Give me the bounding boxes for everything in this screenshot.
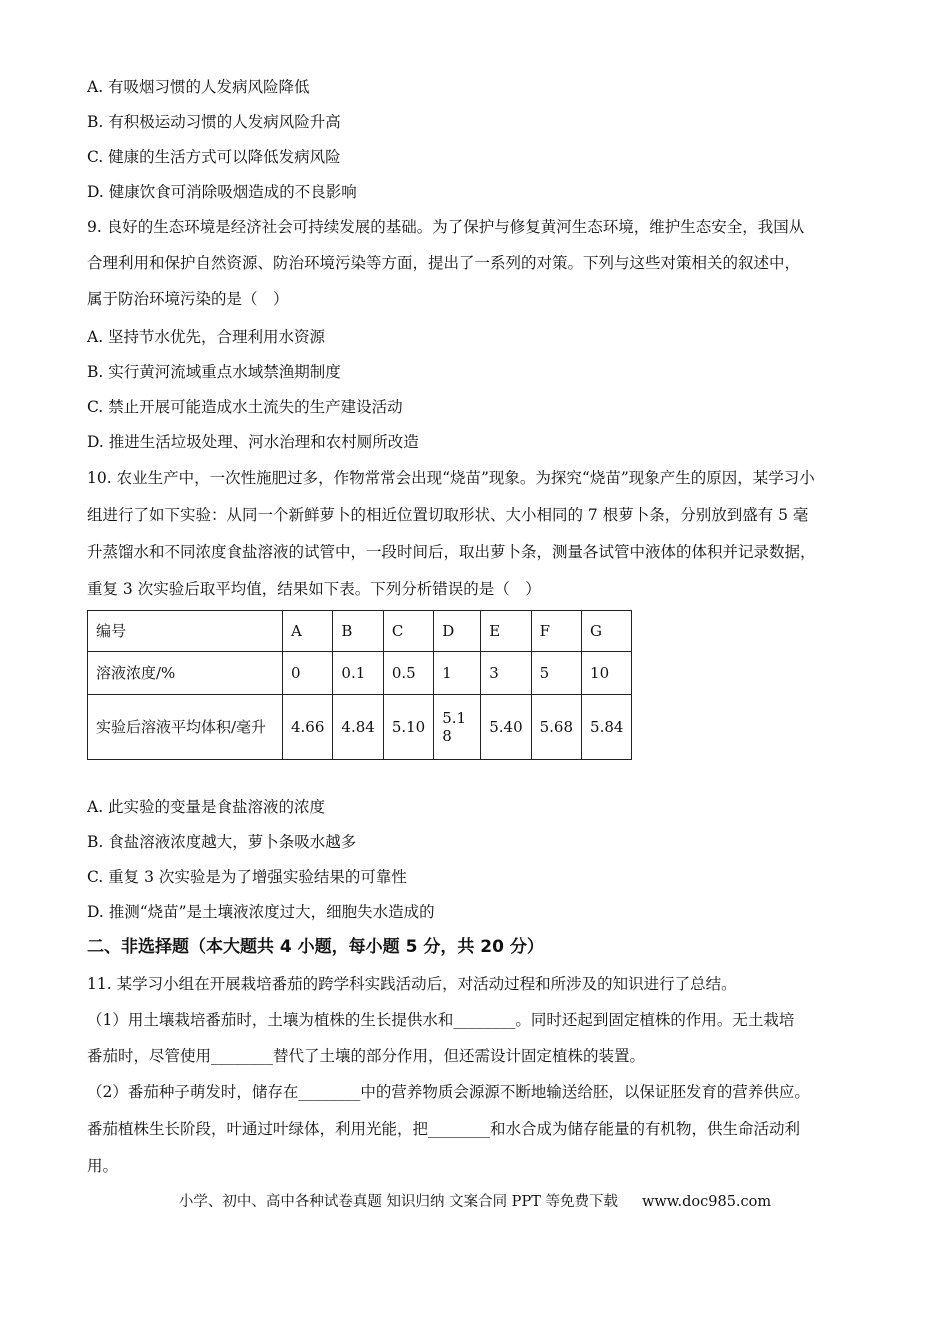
table-row-concentration [88,652,632,695]
q10-option-b: B. 食盐溶液浓度越大，萝卜条吸水越多 [87,833,357,851]
q10-option-c: C. 重复 3 次实验是为了增强实验结果的可靠性 [87,868,407,886]
q10-data-table [87,610,632,760]
q8-option-a: A. 有吸烟习惯的人发病风险降低 [87,78,310,96]
q9-option-b: B. 实行黄河流域重点水域禁渔期制度 [87,363,341,381]
q11-line-6: 用。 [87,1157,119,1175]
q9-stem-line-1: 9. 良好的生态环境是经济社会可持续发展的基础。为了保护与修复黄河生态环境，维护生态安全，我国从 [87,218,805,236]
table-cell: 4.66 [283,695,333,760]
q11-line-2: （1）用土壤栽培番茄时，土壤为植株的生长提供水和________。同时还起到固定植株的作用。无土栽培 [87,1011,795,1029]
q8-option-c: C. 健康的生活方式可以降低发病风险 [87,148,341,166]
footer-url[interactable]: www.doc985.com [641,1194,772,1210]
table-cell: 5.84 [582,695,632,760]
table-cell: G [582,611,632,652]
footer-text: 小学、初中、高中各种试卷真题 知识归纳 文案合同 PPT 等免费下载 [178,1194,618,1210]
table-cell: 0.1 [333,652,383,695]
page-footer [0,1192,950,1212]
table-row-volume [88,695,632,760]
q11-line-5: 番茄植株生长阶段，叶通过叶绿体，利用光能，把________和水合成为储存能量的有机物，供生命活动利 [87,1120,801,1138]
q11-line-4: （2）番茄种子萌发时，储存在________中的营养物质会源源不断地输送给胚，以保证胚发育的营养供应。 [87,1083,810,1101]
q8-option-d: D. 健康饮食可消除吸烟造成的不良影响 [87,183,357,201]
q8-option-b: B. 有积极运动习惯的人发病风险升高 [87,113,341,131]
table-cell: 5.68 [531,695,581,760]
table-cell: 0 [283,652,333,695]
q10-stem-line-4: 重复 3 次实验后取平均值，结果如下表。下列分析错误的是（ ） [87,580,541,598]
table-cell: 3 [481,652,531,695]
section-title-non-choice: 二、非选择题（本大题共 4 小题，每小题 5 分，共 20 分） [87,937,544,957]
table-cell: C [383,611,433,652]
table-cell: 4.84 [333,695,383,760]
q10-stem-line-1: 10. 农业生产中，一次性施肥过多，作物常常会出现“烧苗”现象。为探究“烧苗”现象产生的原因，某学习小 [87,469,815,487]
table-cell: F [531,611,581,652]
table-cell: 0.5 [383,652,433,695]
q10-stem-line-2: 组进行了如下实验：从同一个新鲜萝卜的相近位置切取形状、大小相同的 7 根萝卜条，分别放到盛有 5 毫 [87,506,809,524]
table-cell: 5.10 [383,695,433,760]
q9-option-a: A. 坚持节水优先，合理利用水资源 [87,328,326,346]
q11-line-1: 11. 某学习小组在开展栽培番茄的跨学科实践活动后，对活动过程和所涉及的知识进行了总结。 [87,975,737,993]
table-cell: 5.40 [481,695,531,760]
table-cell: 5 [531,652,581,695]
table-cell: D [434,611,481,652]
table-cell: 5.18 [434,695,481,760]
q10-stem-line-3: 升蒸馏水和不同浓度食盐溶液的试管中，一段时间后，取出萝卜条，测量各试管中液体的体积并记录数据， [87,543,816,561]
table-header-id: 编号 [88,611,283,652]
table-row-id [88,611,632,652]
q10-option-a: A. 此实验的变量是食盐溶液的浓度 [87,798,326,816]
table-header-concentration: 溶液浓度/% [88,652,283,695]
table-cell: A [283,611,333,652]
table-cell: E [481,611,531,652]
q9-option-d: D. 推进生活垃圾处理、河水治理和农村厕所改造 [87,433,419,451]
q9-stem-line-3: 属于防治环境污染的是（ ） [87,290,289,308]
q11-line-3: 番茄时，尽管使用________替代了土壤的部分作用，但还需设计固定植株的装置。 [87,1047,646,1065]
table-cell: 10 [582,652,632,695]
q9-stem-line-2: 合理利用和保护自然资源、防治环境污染等方面，提出了一系列的对策。下列与这些对策相关的叙述中， [87,254,801,272]
table-cell: B [333,611,383,652]
q9-option-c: C. 禁止开展可能造成水土流失的生产建设活动 [87,398,403,416]
table-cell: 1 [434,652,481,695]
table-header-volume: 实验后溶液平均体积/毫升 [88,695,283,760]
q10-option-d: D. 推测“烧苗”是土壤液浓度过大，细胞失水造成的 [87,903,435,921]
